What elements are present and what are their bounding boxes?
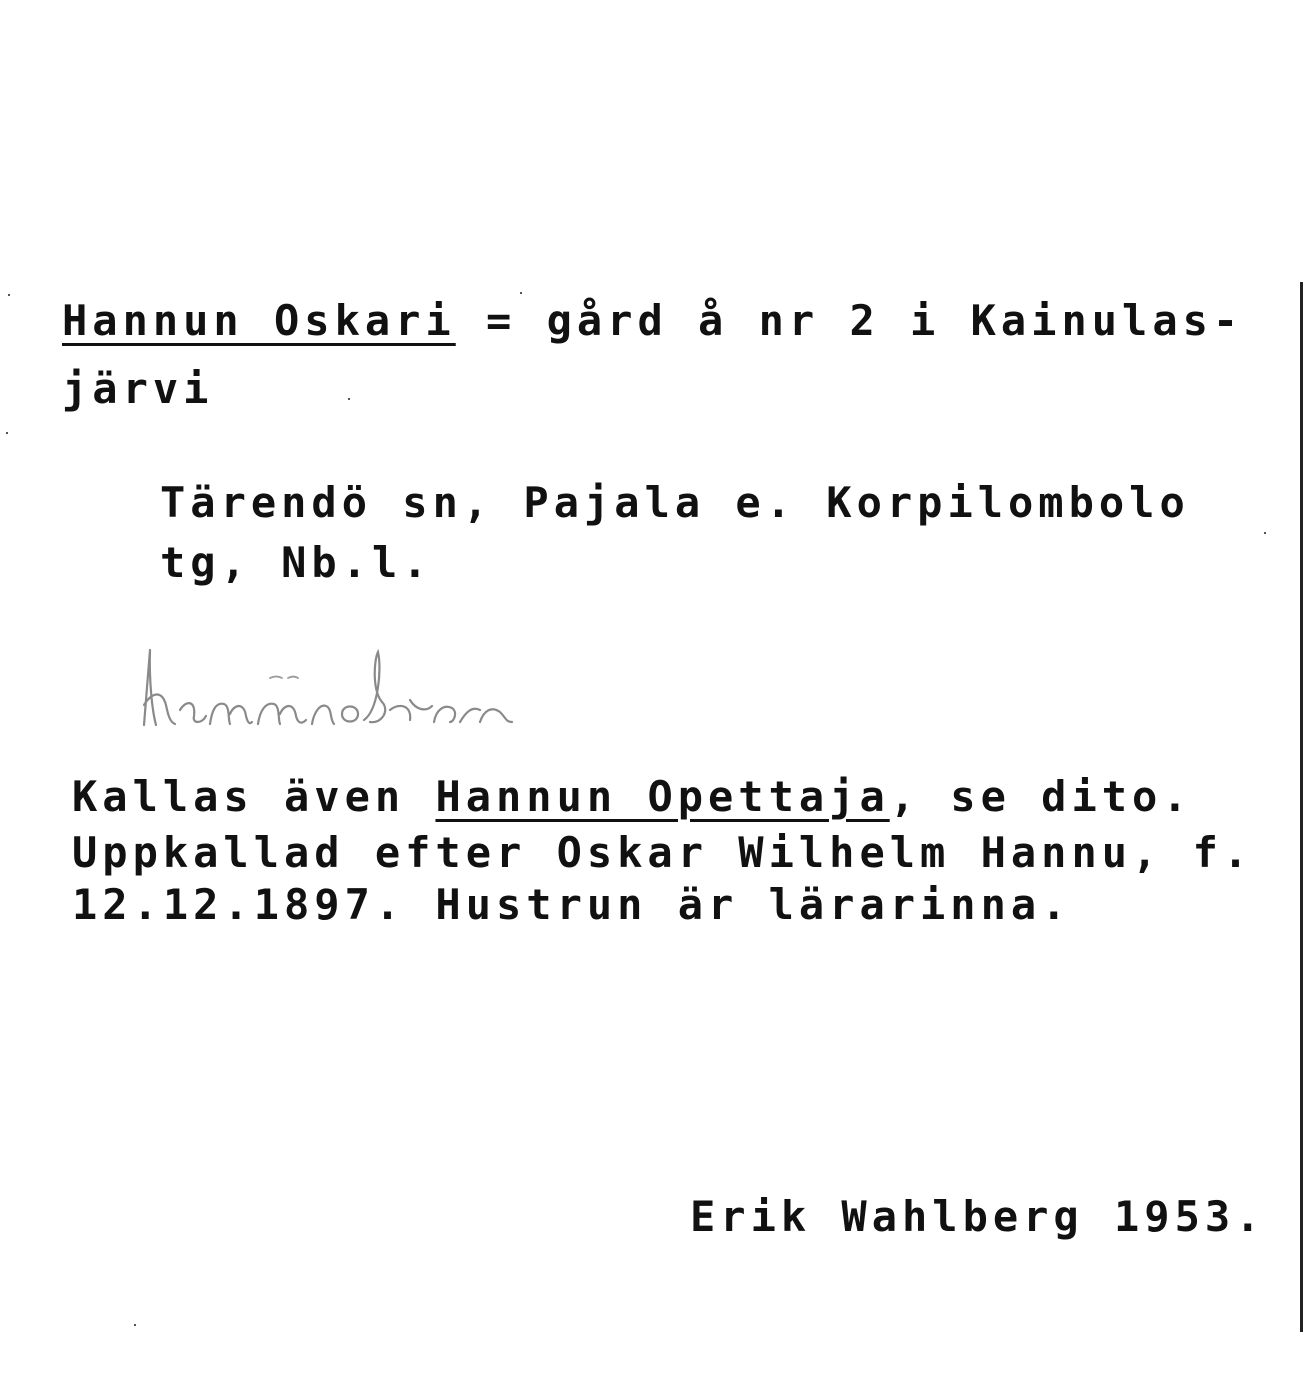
location-line-2: tg, Nb.l. <box>160 538 433 587</box>
heading-line <box>62 296 1244 345</box>
location-line-1: Tärendö sn, Pajala e. Korpilombolo <box>160 478 1190 527</box>
scan-speck <box>348 398 350 400</box>
note-line-3: 12.12.1897. Hustrun är lärarinna. <box>72 880 1072 929</box>
heading-rest: = gård å nr 2 i Kainulas- <box>455 296 1244 345</box>
scan-speck <box>8 294 10 296</box>
note-line-1-start: Kallas även <box>72 772 436 821</box>
scan-speck <box>1264 532 1266 534</box>
card-edge <box>1300 282 1303 1332</box>
handwritten-annotation <box>120 630 600 740</box>
heading-continuation: järvi <box>62 364 214 413</box>
heading-name: Hannun Oskari <box>62 296 456 345</box>
note-line-1-end: , se dito. <box>889 772 1193 821</box>
scan-speck <box>134 1324 136 1326</box>
note-line-2: Uppkallad efter Oskar Wilhelm Hannu, f. <box>72 828 1254 877</box>
note-line-1-name: Hannun Opettaja <box>435 772 890 821</box>
signature-line: Erik Wahlberg 1953. <box>690 1192 1266 1241</box>
note-line-1 <box>72 772 1193 821</box>
scan-speck <box>520 292 522 294</box>
scan-speck <box>6 432 8 434</box>
